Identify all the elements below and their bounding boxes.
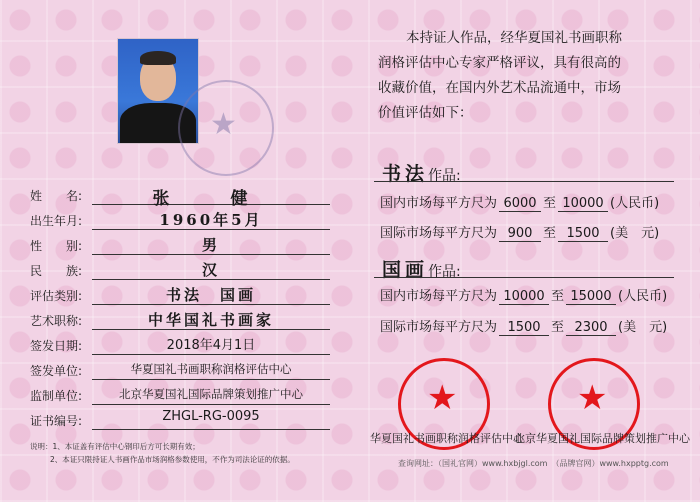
- field-label: 证书编号:: [30, 414, 83, 428]
- photo-seal-star-icon: ★: [210, 107, 237, 142]
- field-value: 华夏国礼书画职称润格评估中心: [130, 362, 292, 376]
- intro-line: 润格评估中心专家严格评议，具有很高的: [378, 55, 621, 71]
- price-high: 10000: [558, 196, 608, 212]
- price-low: 6000: [499, 196, 541, 212]
- price-high: 15000: [566, 289, 616, 305]
- painting-domestic-price: [380, 285, 667, 305]
- calligraphy-suffix: 作品:: [428, 168, 461, 184]
- price-low: 900: [499, 226, 541, 242]
- query-urls: 查询网址：（国礼官网）www.hxbjgl.com （品牌官网）www.hxpptg.com: [398, 459, 669, 468]
- right-seal-caption: 北京华夏国礼国际品牌策划推广中心: [514, 432, 690, 445]
- price-prefix: 国际市场每平方尺为: [380, 320, 498, 335]
- calligraphy-heading: [382, 159, 461, 186]
- price-unit: (人民币): [610, 196, 660, 211]
- heading-underline: [374, 277, 674, 278]
- price-high: 1500: [558, 226, 608, 242]
- price-unit: (美 元): [618, 320, 668, 335]
- field-underline: [92, 379, 330, 380]
- price-unit: (人民币): [618, 289, 668, 304]
- calligraphy-domestic-price: [380, 192, 659, 212]
- field-value: 汉: [201, 261, 220, 279]
- note-line: 2、本证只限持证人书画作品市场润格参数使用，不作为司法论证的依据。: [50, 455, 295, 464]
- right-seal-star-icon: ★: [577, 378, 608, 418]
- field-label: 姓 名:: [30, 189, 83, 203]
- field-label: 出生年月:: [30, 214, 83, 228]
- field-value: 男: [201, 236, 220, 254]
- field-value: ZHGL-RG-0095: [162, 409, 260, 424]
- price-to: 至: [551, 320, 565, 335]
- price-to: 至: [543, 226, 557, 241]
- price-unit: (美 元): [610, 226, 660, 241]
- price-to: 至: [551, 289, 565, 304]
- price-prefix: 国际市场每平方尺为: [380, 226, 498, 241]
- price-low: 1500: [499, 320, 549, 336]
- calligraphy-intl-price: [380, 222, 659, 242]
- left-seal-caption: 华夏国礼书画职称润格评估中心: [370, 432, 524, 445]
- field-value: 北京华夏国礼国际品牌策划推广中心: [119, 387, 303, 401]
- painting-title: 国画: [382, 259, 429, 281]
- painting-suffix: 作品:: [428, 264, 461, 280]
- field-value: 张 健: [152, 189, 270, 209]
- notes: [30, 440, 295, 466]
- heading-underline: [374, 181, 674, 182]
- field-label: 监制单位:: [30, 389, 83, 403]
- intro-line: 本持证人作品，经华夏国礼书画职称: [406, 30, 622, 46]
- painting-heading: [382, 255, 461, 282]
- field-label: 艺术职称:: [30, 314, 83, 328]
- field-value: 书法 国画: [165, 286, 256, 304]
- painting-intl-price: [380, 316, 667, 336]
- left-seal-star-icon: ★: [427, 378, 458, 418]
- intro-line: 价值评估如下：: [378, 105, 473, 121]
- field-underline: [92, 429, 330, 430]
- field-label: 签发日期:: [30, 339, 83, 353]
- photo-hair: [140, 51, 176, 65]
- price-to: 至: [543, 196, 557, 211]
- field-underline: [92, 404, 330, 405]
- price-high: 2300: [566, 320, 616, 336]
- field-underline: [92, 354, 330, 355]
- field-value: 中华国礼书画家: [147, 311, 274, 329]
- price-prefix: 国内市场每平方尺为: [380, 196, 498, 211]
- field-label: 民 族:: [30, 264, 83, 278]
- field-value: 1960年5月: [159, 211, 263, 229]
- price-prefix: 国内市场每平方尺为: [380, 289, 498, 304]
- field-label: 评估类别:: [30, 289, 83, 303]
- price-low: 10000: [499, 289, 549, 305]
- field-label: 签发单位:: [30, 364, 83, 378]
- intro-paragraph: [378, 26, 678, 126]
- photo-embossed-seal: [178, 80, 274, 176]
- intro-line: 收藏价值，在国内外艺术品流通中，市场: [378, 80, 621, 96]
- field-label: 性 别:: [30, 239, 83, 253]
- calligraphy-title: 书法: [382, 163, 429, 185]
- note-line: 说明：1、本证盖有评估中心钢印后方可长期有效；: [30, 442, 200, 451]
- field-value: 2018年4月1日: [166, 338, 256, 353]
